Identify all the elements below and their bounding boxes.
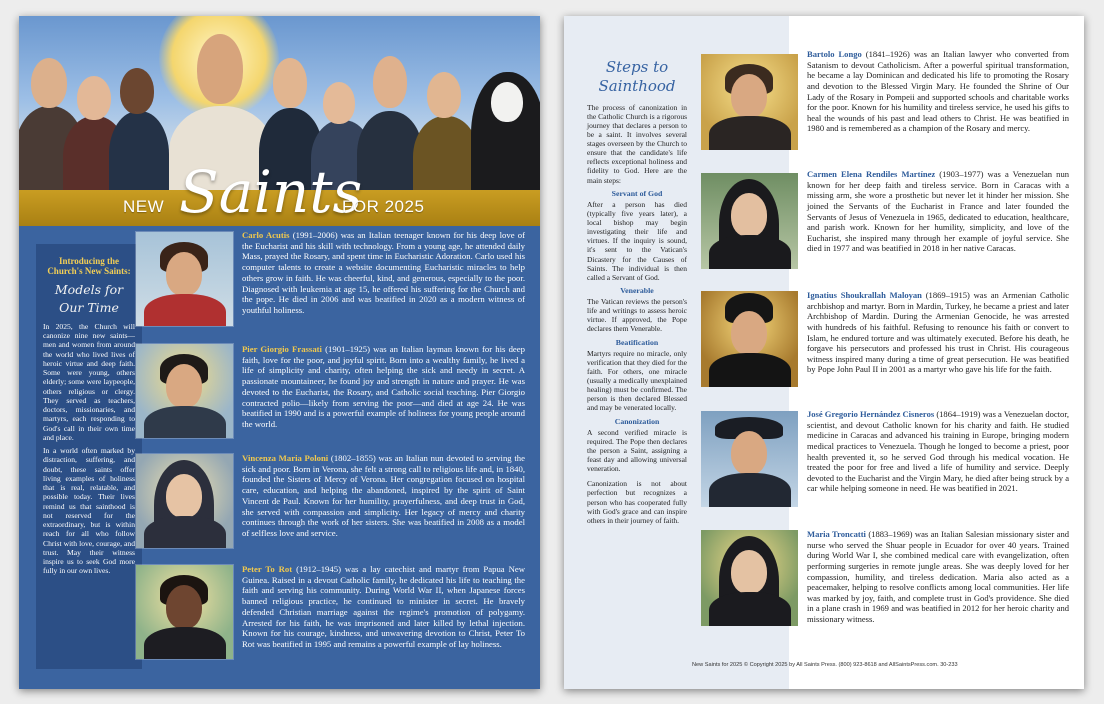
step-text-venerable: The Vatican reviews the person's life and writings to assess heroic virtue. If approved, the Pope declares them Venerable.: [587, 297, 687, 334]
intro-script-title: Models for Our Time: [54, 281, 124, 315]
intro-panel: [36, 244, 142, 669]
bio-vincenza-maria-poloni: [242, 453, 525, 539]
saint-bio-text: (1869–1915) was an Armenian Catholic archbishop and martyr. Born in Mardin, Turkey, he became a priest and later Archbishop of Mardin. During the Armenian Genocide, he was arrested with hundreds of his faithful. Refusing to renounce his faith or convert to Islam, he endured torture and was ultimately executed. Before his death, he forgave his persecutors and professed his trust in Christ. His courageous witness inspired many during a time of great persecution. He was beatified by Pope John Paul II in 2001 as a martyr who gave his life for the faith.: [807, 290, 1070, 375]
step-heading-venerable: Venerable: [620, 286, 654, 296]
portrait-pier-giorgio-frassati: [135, 343, 234, 439]
figure-8: [413, 116, 479, 201]
portrait-body: [709, 592, 791, 626]
saint-bio-text: (1883–1969) was an Italian Salesian missionary sister and nurse who served the Shuar people in Ecuador for over 40 years. Trained during World War I, she combined medical care with evangelization, often performing surgeries in remote jungle areas. She was deeply loved for her compassion, humility, and tireless dedication. Maria also acted as a peacemaker, helping to resolve conflicts among local communities. Her life was marked by joy, faith, and complete trust in God's providence. She died in a plane crash in 1969 and was beatified in 2012 for her heroic charity and missionary witness.: [807, 529, 1069, 625]
portrait-bartolo-longo: [701, 54, 798, 150]
saint-name: Ignatius Shoukrallah Maloyan: [807, 290, 922, 300]
steps-column: [587, 16, 687, 529]
portrait-face: [731, 431, 767, 475]
intro-paragraph-1: In 2025, the Church will canonize nine new saints—men and women from around the world who lived lives of heroic virtue and deep faith. Some were young, others elderly; some were laypeople, others religious or clergy. They served as teachers, doctors, missionaries, and martyrs, each responding to God's call in their own time and place.: [43, 321, 135, 442]
step-text-canonization: A second verified miracle is required. The Pope then declares the person a Saint, assigning a feast day and allowing universal veneration.: [587, 427, 687, 474]
intro-paragraph-2: In a world often marked by distraction, suffering, and doubt, these saints offer living examples of holiness that is real, relatable, and possible today. Their lives remind us that sainthood is not reserved for the extraordinary, but is within reach for all who follow Christ with love, courage, and trust. May their witness inspire us to seek God more fully in our own lives.: [43, 446, 135, 576]
figure-1-head: [31, 58, 67, 108]
figure-3-head: [120, 68, 154, 114]
step-heading-beatification: Beatification: [615, 337, 659, 347]
bio-peter-to-rot: [242, 564, 525, 650]
portrait-body: [144, 627, 226, 660]
intro-heading: Introducing the Church's New Saints:: [47, 256, 131, 277]
portrait-peter-to-rot: [135, 564, 234, 660]
portrait-face: [731, 74, 767, 118]
title-for-year: FOR 2025: [342, 197, 425, 216]
christ-head: [197, 34, 243, 104]
saint-bio-text: (1841–1926) was an Italian lawyer who converted from Satanism to devout Catholicism. After a powerful spiritual transformation, he became a lay Dominican and dedicated his life to promoting the Rosary and devotion to the Blessed Virgin Mary. He founded the Shrine of Our Lady of the Rosary in Pompeii and supported schools and charitable works for the poor. Known for his humility and tireless service, he used his gifts to heal the wounds of his past and lead others to Christ. He was beatified in 1980 and is remembered as a champion of the Rosary and mercy.: [807, 49, 1069, 134]
saint-name: Pier Giorgio Frassati: [242, 344, 322, 354]
saint-bio-text: (1903–1977) was a Venezuelan nun known for her deep faith and tireless service. Born in Caracas with a missing arm, she wore a prosthetic but never let it hinder her mission. She joined the Servants of the Eucharist in France and later founded the Servants of Jesus of Venezuela in 1965, dedicated to education, healthcare, and parish work. Known for her humility, simplicity, and love of the Eucharist, she inspired many through her example of joyful service. She died in 1977 and was beatified in 2018 in her native Caracas.: [807, 169, 1070, 254]
bio-maria-troncatti: [807, 529, 1069, 625]
portrait-face: [731, 311, 767, 355]
portrait-body: [144, 406, 226, 439]
portrait-face: [731, 550, 767, 594]
portrait-body: [709, 473, 791, 507]
title-saints: Saints: [179, 158, 363, 226]
portrait-face: [166, 585, 202, 629]
saint-bio-text: (1802–1855) was an Italian nun devoted to serving the sick and poor. Born in Verona, she felt a strong call to religious life and, in 1840, founded the Sisters of Mercy of Verona. Her congregation focused on hospital care, education, and helping the abandoned, inspired by the spirit of Saint Vincent de Paul. Known for her humility, prayerfulness, and deep trust in God, she served with compassion and simplicity. Her legacy of mercy and charity continues through the work of her sisters. She was beatified in 2008 as a model of selfless love and service.: [242, 453, 525, 539]
portrait-body: [144, 294, 226, 327]
saint-name: José Gregorio Hernández Cisneros: [807, 409, 935, 419]
figure-9-wimple: [491, 82, 523, 122]
steps-title: Steps to Sainthood: [598, 58, 676, 95]
portrait-face: [166, 364, 202, 408]
portrait-jose-gregorio-hernandez: [701, 411, 798, 507]
portrait-body: [709, 235, 791, 269]
saint-bio-text: (1991–2006) was an Italian teenager known for his deep love of the Eucharist and his skill with technology. From a young age, he attended daily Mass, prayed the Rosary, and spent time in Eucharistic Adoration. Carlo used his computer talents to create a website documenting Eucharistic miracles to help others grow in faith. He was cheerful, kind, and generous, especially to the poor. Diagnosed with leukemia at age 15, he offered his suffering for the Church and the pope. He died in 2006 and was beatified in 2020 as a modern witness of youthful holiness.: [242, 230, 525, 316]
portrait-vincenza-maria-poloni: [135, 453, 234, 549]
left-page: [19, 16, 540, 689]
title-new: NEW: [123, 197, 165, 216]
saint-name: Bartolo Longo: [807, 49, 862, 59]
figure-2-head: [77, 76, 111, 120]
saint-name: Carlo Acutis: [242, 230, 290, 240]
bio-carlo-acutis: [242, 230, 525, 316]
portrait-carlo-acutis: [135, 231, 234, 327]
saint-bio-text: (1864–1919) was a Venezuelan doctor, scientist, and devout Catholic known for his charity and faith. He studied medicine in Caracas and advanced his training in Europe, bringing modern medical practices to Venezuela. Though he longed to become a priest, poor health prevented it, so he served God through his medical vocation. He treated the poor for free and lived a life of humility and service. Deeply devoted to the Eucharist and the Virgin Mary, he died after being struck by a car while helping someone in need. He was beatified in 2021.: [807, 409, 1069, 494]
portrait-carmen-elena-rendiles: [701, 173, 798, 269]
steps-intro: The process of canonization in the Catholic Church is a rigorous journey that declares a person to be a saint. It involves several stages overseen by the Church to ensure that the candidate's life reflects exceptional holiness and fidelity to God. Here are the main steps:: [587, 102, 687, 185]
right-page: [564, 16, 1084, 689]
bio-ignatius-maloyan: [807, 290, 1069, 375]
figure-6-head: [323, 82, 355, 124]
portrait-face: [166, 252, 202, 296]
saint-bio-text: (1912–1945) was a lay catechist and martyr from Papua New Guinea. Raised in a devout Catholic family, he dedicated his life to teaching the faith and serving his community. During World War II, when Japanese forces banned religious practice, he continued to minister in secret. He bravely defended Christian marriage against the regime's promotion of polygamy. Arrested for his faith, he was imprisoned and later killed by lethal injection. Known for his courage, kindness, and unwavering devotion to Christ, Peter To Rot was beatified in 1995 and remains a powerful example of lay holiness.: [242, 564, 525, 650]
saint-name: Vincenza Maria Poloni: [242, 453, 329, 463]
steps-closing: Canonization is not about perfection but recognizes a person who has cooperated fully with God's grace and can inspire others in their journey of faith.: [587, 479, 687, 525]
copyright-footer: New Saints for 2025 © Copyright 2025 by All Saints Press. (800) 923-8618 and AllSaintsPress.com. 30-233: [692, 662, 958, 668]
portrait-face: [731, 193, 767, 237]
saint-name: Carmen Elena Rendiles Martínez: [807, 169, 936, 179]
portrait-body: [709, 116, 791, 150]
bio-jose-gregorio-hernandez: [807, 409, 1069, 494]
portrait-body: [144, 516, 226, 549]
bio-carmen-elena-rendiles: [807, 169, 1069, 254]
step-heading-servant-of-god: Servant of God: [611, 188, 663, 198]
saint-bio-text: (1901–1925) was an Italian layman known for his deep faith, love for the poor, and joyful spirit. Born into a wealthy family, he lived a life of simplicity and charity, often helping the sick and needy in secret. A passionate mountaineer, he found joy and strength in nature and prayer. He was devoted to the Eucharist, the Rosary, and Catholic social teaching. Pier Giorgio contracted polio—likely from serving the poor—and died at age 24. He was beatified in 1990 and is a powerful example of holiness for young people around the world.: [242, 344, 525, 430]
figure-3: [109, 111, 169, 201]
saint-name: Maria Troncatti: [807, 529, 866, 539]
step-text-beatification: Martyrs require no miracle, only verification that they died for the faith. For others, one miracle (usually a medically unexplained healing) must be confirmed. The person is then declared Blessed and may be venerated locally.: [587, 348, 687, 413]
figure-7-head: [373, 56, 407, 108]
figure-5-head: [273, 58, 307, 108]
figure-8-head: [427, 72, 461, 118]
step-text-servant-of-god: After a person has died (typically five years later), a local bishop may begin investigating their life and virtues. If the inquiry is sound, it's sent to the Vatican's Dicastery for the Causes of Saints. The individual is then called a Servant of God.: [587, 199, 687, 282]
portrait-maria-troncatti: [701, 530, 798, 626]
bio-bartolo-longo: [807, 49, 1069, 134]
step-heading-canonization: Canonization: [614, 416, 660, 426]
saint-name: Peter To Rot: [242, 564, 293, 574]
bio-pier-giorgio-frassati: [242, 344, 525, 430]
portrait-ignatius-maloyan: [701, 291, 798, 387]
portrait-face: [166, 474, 202, 518]
portrait-body: [709, 353, 791, 387]
